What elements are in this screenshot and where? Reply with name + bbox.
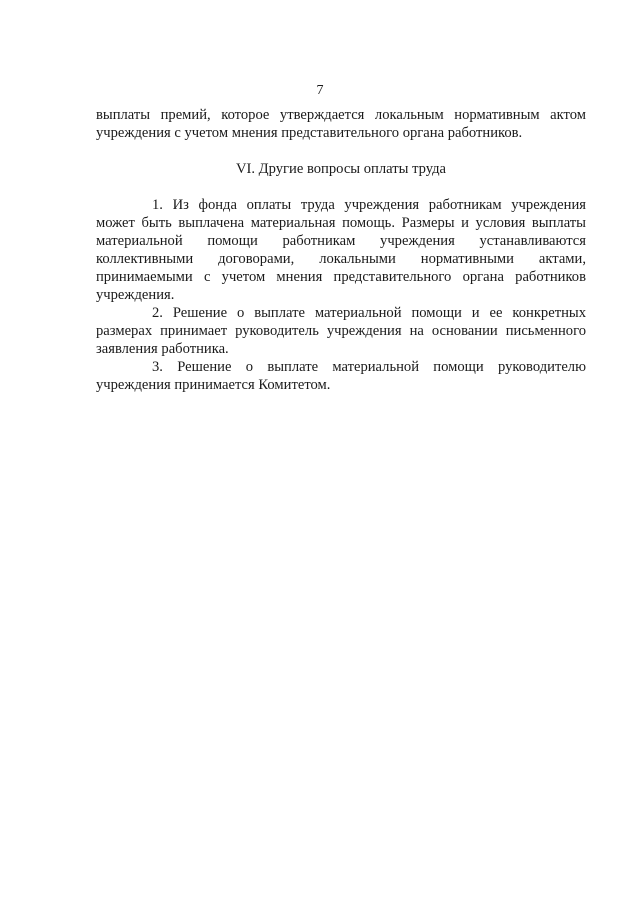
intro-paragraph: выплаты премий, которое утверждается локальным нормативным актом учреждения с учетом мнения представительного органа работников. [96, 107, 586, 141]
document-body [96, 106, 586, 394]
section-paragraph-3: 3. Решение о выплате материальной помощи руководителю учреждения принимается Комитетом. [96, 359, 586, 393]
section-paragraph-2: 2. Решение о выплате материальной помощи и ее конкретных размерах принимает руководитель учреждения на основании письменного заявления работника. [96, 305, 586, 357]
section-paragraph-1: 1. Из фонда оплаты труда учреждения работникам учреждения может быть выплачена материальная помощь. Размеры и условия выплаты материальной помощи работникам учреждения устанавливаются коллективными договорами, локальными нормативными актами, принимаемыми с учетом мнения представительного органа работников учреждения. [96, 197, 586, 303]
page-number: 7 [316, 83, 324, 98]
section-title: VI. Другие вопросы оплаты труда [235, 161, 447, 177]
